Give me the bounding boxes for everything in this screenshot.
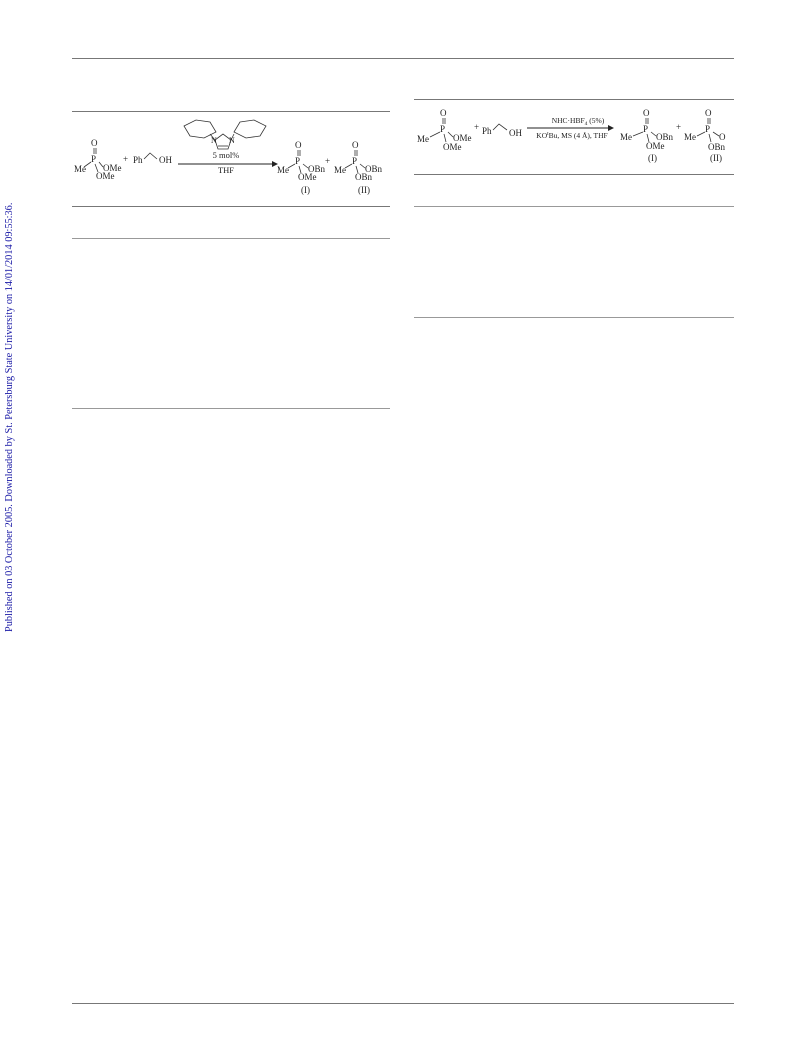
product-label-i: (I) (648, 153, 657, 163)
atom-o: O (352, 140, 359, 150)
table-left-top-rule (72, 238, 390, 239)
atom-p: P (440, 124, 446, 134)
group-ome-a: OMe (103, 163, 122, 173)
atom-o: O (643, 108, 650, 118)
scheme-left-bottom-rule (72, 206, 390, 207)
plus-sign: + (676, 122, 682, 132)
group-me: Me (684, 132, 696, 142)
scheme-right-bottom-rule (414, 174, 734, 175)
group-ome-b: OMe (443, 142, 462, 152)
header-rule (72, 58, 734, 59)
scheme-right (414, 100, 734, 174)
atom-n-1: N (211, 136, 217, 145)
plus-sign: + (325, 156, 331, 166)
group-ome: OMe (298, 172, 317, 182)
group-obn-a: OBn (365, 164, 383, 174)
group-me: Me (417, 134, 429, 144)
table-right-bottom-rule (414, 317, 734, 318)
product-i (277, 140, 326, 195)
atom-o: O (705, 108, 712, 118)
group-me: Me (74, 164, 86, 174)
group-obn: OBn (308, 164, 326, 174)
group-obn-b: OBn (355, 172, 373, 182)
group-ome-a: OMe (453, 133, 472, 143)
group-obn: OBn (656, 132, 674, 142)
scheme-left (72, 112, 390, 206)
atom-n-2: N (229, 136, 235, 145)
atom-p: P (705, 124, 711, 134)
reagent-dimethyl-methylphosphonate (417, 108, 472, 152)
footer-rule (72, 1003, 734, 1004)
group-ph: Ph (133, 155, 143, 165)
product-ii (334, 140, 383, 195)
atom-p: P (91, 154, 97, 164)
group-oh: OH (509, 128, 522, 138)
atom-p: P (352, 156, 358, 166)
plus-sign: + (123, 154, 129, 164)
group-me: Me (620, 132, 632, 142)
atom-o: O (295, 140, 302, 150)
arrow-head-icon (608, 125, 614, 131)
reagent-dimethyl-methylphosphonate (74, 138, 122, 181)
table-left-bottom-rule (72, 408, 390, 409)
reagent-benzyl-alcohol (482, 124, 522, 138)
group-ph: Ph (482, 126, 492, 136)
table-right-top-rule (414, 206, 734, 207)
arrow-condition-below: THF (217, 165, 235, 175)
arrow-condition-above: $NHC\cdot HBF_4$ (5%) (551, 116, 605, 127)
product-i (620, 108, 674, 163)
group-obn: OBn (708, 142, 726, 152)
atom-o: O (440, 108, 447, 118)
atom-o: O (91, 138, 98, 148)
atom-p: P (295, 156, 301, 166)
group-me: Me (334, 165, 346, 175)
group-ome-b: OMe (96, 171, 115, 181)
publication-sidebar: Published on 03 October 2005. Downloaded by St. Petersburg State University on 14/01/2014 09:55:36. (4, 202, 15, 632)
arrow-condition-below: $KO^tBu$, MS (4 Å), THF (536, 131, 608, 140)
product-label-ii: (II) (710, 153, 722, 163)
atom-o-ring: O (719, 132, 726, 142)
group-oh: OH (159, 155, 172, 165)
plus-sign: + (474, 122, 480, 132)
product-label-ii: (II) (358, 185, 370, 195)
arrow-condition-above: 5 mol% (212, 150, 240, 160)
product-label-i: (I) (301, 185, 310, 195)
product-ii (684, 108, 726, 163)
reagent-benzyl-alcohol (133, 153, 172, 165)
atom-p: P (643, 124, 649, 134)
group-ome: OMe (646, 141, 665, 151)
nhc-catalyst-structure (184, 120, 266, 149)
group-me: Me (277, 165, 289, 175)
